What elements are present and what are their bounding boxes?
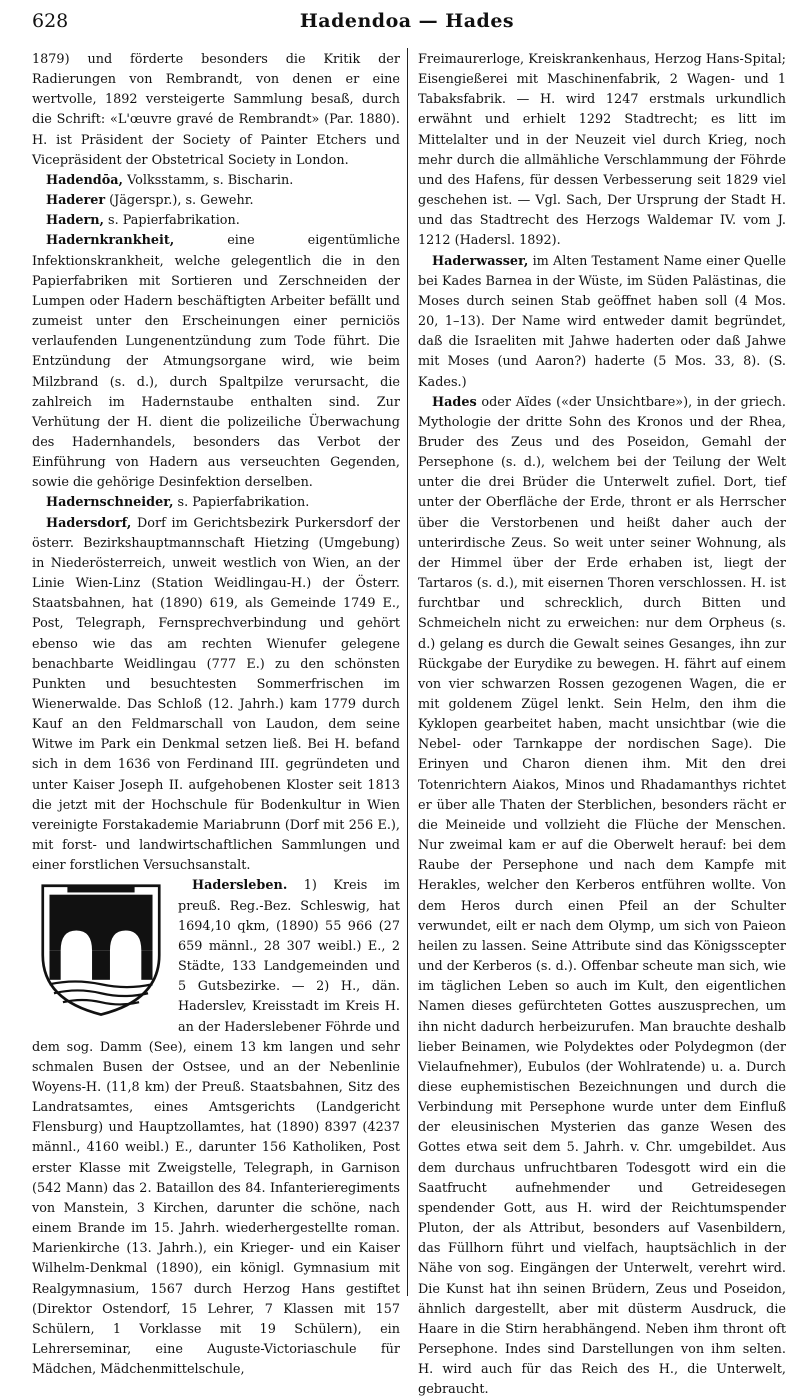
entry-hadernkrankheit <box>32 231 400 493</box>
headword: Haderer <box>46 193 106 209</box>
entry-haderwasser <box>418 252 786 393</box>
continuation-paragraph: Freimaurerloge, Kreiskrankenhaus, Herzog Hans-Spital; Eisengießerei mit Maschinenfabrik, 2 Wagen- und 1 Tabaksfabrik. — H. wird 1247 erstmals urkundlich erwähnt und erhielt 1292 Stadtrecht; es litt im Mittelalter und in der Neuzeit viel durch Krieg, noch mehr durch die allmähliche Verschlammung der Föhrde und des Hafens, für dessen Verbesserung seit 1829 viel geschehen ist. — Vgl. Sach, Der Ursprung der Stadt H. und das Stadtrecht des Herzogs Waldemar IV. vom J. 1212 (Hadersl. 1892). <box>418 52 786 249</box>
running-title: Hadendoa — Hades <box>299 10 515 32</box>
column-divider <box>407 48 408 1296</box>
entry-text: (Jägerspr.), s. Gewehr. <box>105 193 254 209</box>
entry-text: 1) Kreis im preuß. Reg.-Bez. Schleswig, hat 1694,10 qkm, (1890) 55 966 (27 659 männl., 28 307 weibl.) E., 2 Städte, 133 Landgemeinden und 5 Gutsbezirke. — 2) H., dän. Haderslev, Kreisstadt im Kreis H. an der Haderslebener Föhrde und dem sog. Damm (See), einem 13 km langen und sehr schmalen Busen der Ostsee, und an der Nebenlinie Woyens-H. (11,8 km) der Preuß. Staatsbahnen, Sitz des Landratsamtes, eines Amtsgerichts (Landgericht Flensburg) und Hauptzollamtes, hat (1890) 8397 (4237 männl., 4160 weibl.) E., darunter 156 Katholiken, Post erster Klasse mit Zweigstelle, Telegraph, in Garnison (542 Mann) das 2. Bataillon des 84. Infanterieregiments von Manstein, 3 Kirchen, darunter die schöne, nach einem Brande im 15. Jahrh. wiederhergestellte roman. Marienkirche (13. Jahrh.), ein Krieger- und ein Kaiser Wilhelm-Denkmal (1890), ein königl. Gymnasium mit Realgymnasium, 1567 durch Herzog Hans gestiftet (Direktor Ostendorf, 15 Lehrer, 7 Klassen mit 157 Schülern, 1 Vorklasse mit 19 Schülern), ein Lehrerseminar, eine Auguste-Victoriaschule für Mädchen, Mädchenmittelschule, <box>32 878 400 1378</box>
page-header <box>32 10 782 38</box>
headword: Hadersdorf, <box>46 515 132 531</box>
continuation-paragraph: 1879) und förderte besonders die Kritik der Radierungen von Rembrandt, von denen er eine wertvolle, 1892 versteigerte Sammlung besaß, durch die Schrift: «L'œuvre gravé de Rembrandt» (Par. 1880). H. ist Präsident der Society of Painter Etchers und Vicepräsident der Obstetrical Society in London. <box>32 52 400 168</box>
entry-text: s. Papierfabrikation. <box>103 213 240 229</box>
entry-hadersdorf <box>32 514 400 877</box>
entry-hadernschneider <box>32 493 400 513</box>
entry-hadendoa <box>32 171 400 191</box>
entry-hades <box>418 393 786 1400</box>
hadersleben-coat-of-arms-icon <box>32 879 170 1019</box>
entry-text: Volksstamm, s. Bischarin. <box>123 172 294 188</box>
entry-text: im Alten Testament Name einer Quelle bei Kades Barnea in der Wüste, im Süden Palästinas, die Moses durch seinen Stab geöffnet haben soll (4 Mos. 20, 1–13). Der Name wird entweder damit begründet, daß die Israeliten mit Jahwe haderten oder daß Jahwe mit Moses (und Aaron?) haderte (5 Mos. 33, 8). (S. Kades.) <box>418 253 786 390</box>
headword: Hadernkrankheit, <box>46 233 175 249</box>
entry-hadern <box>32 211 400 231</box>
left-column <box>32 50 400 1380</box>
entry-text: eine eigentümliche Infektionskrankheit, welche gelegentlich die in den Papierfabriken mit Sortieren und Zerschneiden der Lumpen oder Hadern beschäftigten Arbeiter befällt und zumeist unter den Erscheinungen einer perniciös verlaufenden Lungenentzündung zum Tode führt. Die Entzündung der Atmungsorgane wird, wie beim Milzbrand (s. d.), durch Spaltpilze verursacht, die zahlreich im Hadernstaube enthalten sind. Zur Verhütung der H. dient die polizeiliche Überwachung des Hadernhandels, besonders das Verbot der Einführung von Hadern aus verseuchten Gegenden, sowie die gehörige Desinfektion derselben. <box>32 233 400 491</box>
headword: Hadern, <box>46 213 104 229</box>
headword: Hadendōa, <box>46 172 124 188</box>
headword: Hadersleben. <box>192 878 288 894</box>
entry-haderer <box>32 191 400 211</box>
right-column <box>418 50 786 1400</box>
headword: Hadernschneider, <box>46 495 174 511</box>
entry-text: s. Papierfabrikation. <box>173 495 310 511</box>
entry-text: Dorf im Gerichtsbezirk Purkersdorf der österr. Bezirkshauptmannschaft Hietzing (Umgebung) in Niederösterreich, unweit westlich von Wien, an der Linie Wien-Linz (Station Weidlingau-H.) der Österr. Staatsbahnen, hat (1890) 619, als Gemeinde 1749 E., Post, Telegraph, Fernsprechverbindung und gehört ebenso wie das am rechten Wienufer gelegene benachbarte Weidlingau (777 E.) zu den schönsten Punkten und besuchtesten Sommerfrischen im Wienerwalde. Das Schloß (12. Jahrh.) kam 1779 durch Kauf an den Feldmarschall von Laudon, dem seine Witwe im Park ein Denkmal setzen ließ. Bei H. befand sich in dem 1636 von Ferdinand III. gegründeten und unter Kaiser Joseph II. aufgehobenen Kloster seit 1813 die jetzt mit der Hochschule für Bodenkultur in Wien vereinigte Forstakademie Mariabrunn (Dorf mit 256 E.), mit forst- und landwirtschaftlichen Sammlungen und einer forstlichen Versuchsanstalt. <box>32 515 400 874</box>
entry-text: oder Aïdes («der Unsichtbare»), in der griech. Mythologie der dritte Sohn des Kronos und der Rhea, Bruder des Zeus und des Poseidon, Gemahl der Persephone (s. d.), welchem bei der Teilung der Welt unter die drei Brüder die Unterwelt zufiel. Dort, tief unter der Oberfläche der Erde, thront er als Herrscher über die Verstorbenen und heißt daher auch der unterirdische Zeus. So weit unter seiner Wohnung, als der Himmel über der Erde erhaben ist, liegt der Tartaros (s. d.), mit eisernen Thoren verschlossen. H. ist furchtbar und schrecklich, durch Bitten und Schmeicheln nicht zu erweichen: nur dem Orpheus (s. d.) gelang es durch die Gewalt seines Gesanges, ihn zur Rückgabe der Eurydike zu bewegen. H. fährt auf einem von vier schwarzen Rossen gezogenen Wagen, die er mit goldenem Zügel lenkt. Sein Helm, den ihm die Kyklopen gearbeitet haben, macht unsichtbar (wie die Nebel- oder Tarnkappe der nordischen Sage). Die Erinyen und Charon dienen ihm. Mit den drei Totenrichtern Aiakos, Minos und Rhadamanthys richtet er über alle Thaten der Sterblichen, besonders rächt er die Meineide und vollzieht die Flüche der Menschen. Nur zweimal kam er auf die Oberwelt herauf: bei dem Raube der Persephone und nach dem Kampfe mit Herakles, welcher den Kerberos entführen wollte. Von dem Heros durch einen Pfeil an der Schulter verwundet, eilt er nach dem Olymp, um sich von Paieon heilen zu lassen. Seine Attribute sind das Königsscepter und der Kerberos (s. d.). Offenbar scheute man sich, wie im täglichen Leben so auch im Kult, den eigentlichen Namen dieses gefürchteten Gottes auszusprechen, um ihn nicht dadurch herbeizurufen. Man brauchte deshalb lieber Beinamen, wie Polydektes oder Polydegmon (der Vielaufnehmer), Eubulos (der Wohlratende) u. a. Durch diese euphemistischen Bezeichnungen und durch die Verbindung mit Persephone wurde unter dem Einfluß der eleusinischen Mysterien das ganze Wesen des Gottes etwa seit dem 5. Jahrh. v. Chr. umgebildet. Aus dem durchaus unfruchtbaren Todesgott wird ein die Saatfrucht aufnehmender und Getreidesegen spendender Gott, aus H. wird der Reichtumspender Pluton, der als Attribut, besonders auf Vasenbildern, das Füllhorn führt und vielfach, hauptsächlich in der Nähe von sog. Eingängen der Unterwelt, verehrt wird. Die Kunst hat ihn seinen Brüdern, Zeus und Poseidon, ähnlich dargestellt, aber mit düsterm Ausdruck, die Haare in die Stirn herabhängend. Neben ihm thront oft Persephone. Indes sind Darstellungen von ihm selten. H. wird auch für das Reich des H., die Unterwelt, gebraucht. <box>418 394 786 1398</box>
headword: Haderwasser, <box>432 253 529 269</box>
page-number: 628 <box>32 10 69 32</box>
headword: Hades <box>432 394 477 410</box>
